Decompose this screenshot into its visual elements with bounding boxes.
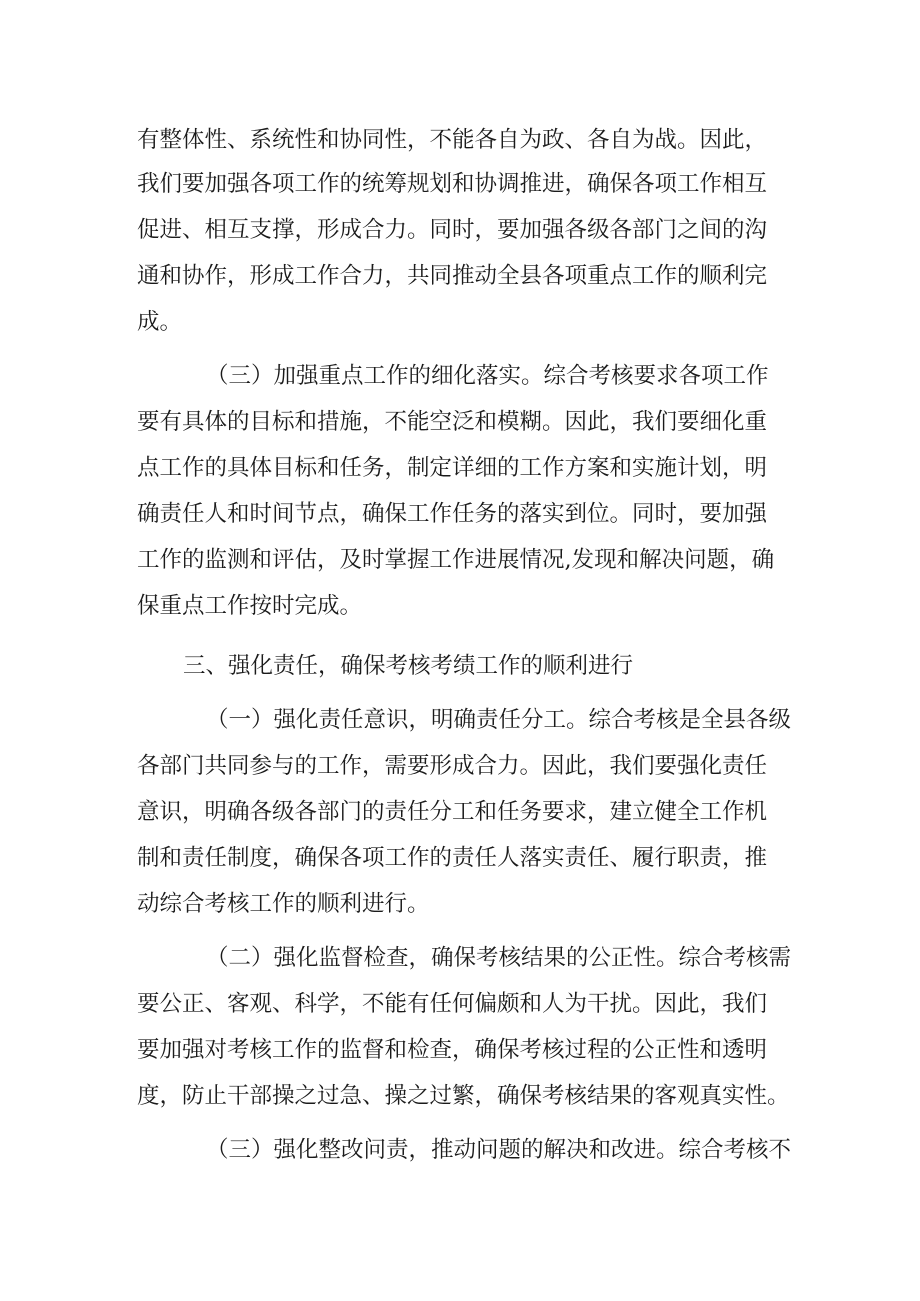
subsection-heading: （二）强化监督检查，确保考核结果的公正性。综合考核需 [206,945,792,971]
text-line: 有整体性、系统性和协同性，不能各自为政、各自为战。因此， [137,127,768,153]
text-line: 各部门共同参与的工作，需要形成合力。因此，我们要强化责任 [137,753,768,779]
text-line: 动综合考核工作的顺利进行。 [137,891,430,917]
subsection-heading: （一）强化责任意识，明确责任分工。综合考核是全县各级 [206,707,792,733]
text-line: 促进、相互支撑，形成合力。同时，要加强各级各部门之间的沟 [137,217,768,243]
heading-section-3: （三）加强重点工作的细化落实。综合考核要求各项工作 [206,363,769,389]
text-line: 度，防止干部操之过急、操之过繁，确保考核结果的客观真实性。 [137,1083,790,1109]
text-line: 点工作的具体目标和任务，制定详细的工作方案和实施计划，明 [137,455,768,481]
text-line: 意识，明确各级各部门的责任分工和任务要求，建立健全工作机 [137,799,768,825]
section-heading: 三、强化责任，确保考核考绩工作的顺利进行 [183,653,634,679]
text-line: 我们要加强各项工作的统筹规划和协调推进，确保各项工作相互 [137,171,768,197]
text-line: 确责任人和时间节点，确保工作任务的落实到位。同时，要加强 [137,501,768,527]
text-line: 制和责任制度，确保各项工作的责任人落实责任、履行职责，推 [137,845,768,871]
text-line: 要加强对考核工作的监督和检查，确保考核过程的公正性和透明 [137,1037,768,1063]
text-line: 保重点工作按时完成。 [137,593,363,619]
text-line: 工作的监测和评估，及时掌握工作进展情况,发现和解决问题，确 [137,547,775,573]
subsection-heading: （三）强化整改问责，推动问题的解决和改进。综合考核不 [206,1137,792,1163]
text-line: 要公正、客观、科学，不能有任何偏颇和人为干扰。因此，我们 [137,991,768,1017]
text-line: 成。 [137,309,183,335]
text-line: 通和协作，形成工作合力，共同推动全县各项重点工作的顺利完 [137,263,768,289]
text-line: 要有具体的目标和措施，不能空泛和模糊。因此，我们要细化重 [137,409,768,435]
